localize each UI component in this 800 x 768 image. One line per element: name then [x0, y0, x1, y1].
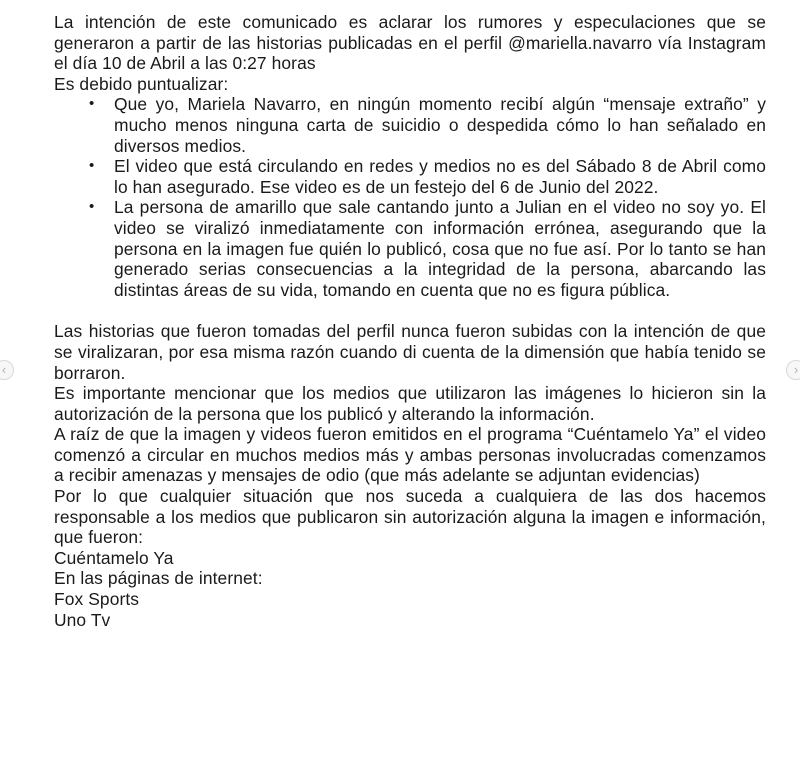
- body-paragraph: Las historias que fueron tomadas del perfil nunca fueron subidas con la intención de que se viralizaran, por esa misma razón cuando di cuenta de la dimensión que había tenido se borraron.: [54, 321, 766, 383]
- previous-arrow-icon[interactable]: ‹: [0, 360, 14, 380]
- media-line: En las páginas de internet:: [54, 568, 263, 589]
- statement-document: [54, 12, 766, 630]
- next-arrow-icon[interactable]: ›: [786, 360, 800, 380]
- media-line: Uno Tv: [54, 609, 111, 630]
- list-item-text: El video que está circulando en redes y medios no es del Sábado 8 de Abril como lo han asegurado. Ese video es de un festejo del 6 de Junio del 2022.: [114, 156, 766, 197]
- media-line: Fox Sports: [54, 589, 140, 610]
- list-item: [89, 94, 766, 156]
- body-paragraph: A raíz de que la imagen y videos fueron emitidos en el programa “Cuéntamelo Ya” el video comenzó a circular en muchos medios más y ambas personas involucradas comenzamos a recibir amenazas y mensajes de odio (que más adelante se adjuntan evidencias): [54, 424, 766, 486]
- bullet-icon: •: [89, 157, 95, 175]
- list-item-text: La persona de amarillo que sale cantando junto a Julian en el video no soy yo. El video se viralizó inmediatamente con información errónea, asegurando que la persona en la imagen fue quién lo publicó, cosa que no fue así. Por lo tanto se han generado serias consecuencias a la integridad de la persona, abarcando las distintas áreas de su vida, tomando en cuenta que no es figura pública.: [114, 197, 766, 300]
- intro-paragraph: La intención de este comunicado es aclarar los rumores y especulaciones que se generaron a partir de las historias publicadas en el perfil @mariella.navarro vía Instagram el día 10 de Abril a las 0:27 horas: [54, 12, 766, 74]
- bullet-icon: •: [89, 198, 95, 216]
- bullet-icon: •: [89, 95, 95, 113]
- list-item: [89, 156, 766, 197]
- paragraph-gap: [54, 300, 766, 321]
- body-paragraph: Es importante mencionar que los medios que utilizaron las imágenes lo hicieron sin la autorización de la persona que los publicó y alterando la información.: [54, 383, 766, 424]
- media-line: Cuéntamelo Ya: [54, 547, 174, 568]
- body-paragraph: Por lo que cualquier situación que nos suceda a cualquiera de las dos hacemos responsable a los medios que publicaron sin autorización alguna la imagen e información, que fueron:: [54, 486, 766, 548]
- intro-lead: Es debido puntualizar:: [54, 73, 229, 94]
- list-item-text: Que yo, Mariela Navarro, en ningún momento recibí algún “mensaje extraño” y mucho menos ninguna carta de suicidio o despedida cómo lo han señalado en diversos medios.: [114, 94, 766, 156]
- points-list: [54, 94, 766, 300]
- list-item: [89, 197, 766, 300]
